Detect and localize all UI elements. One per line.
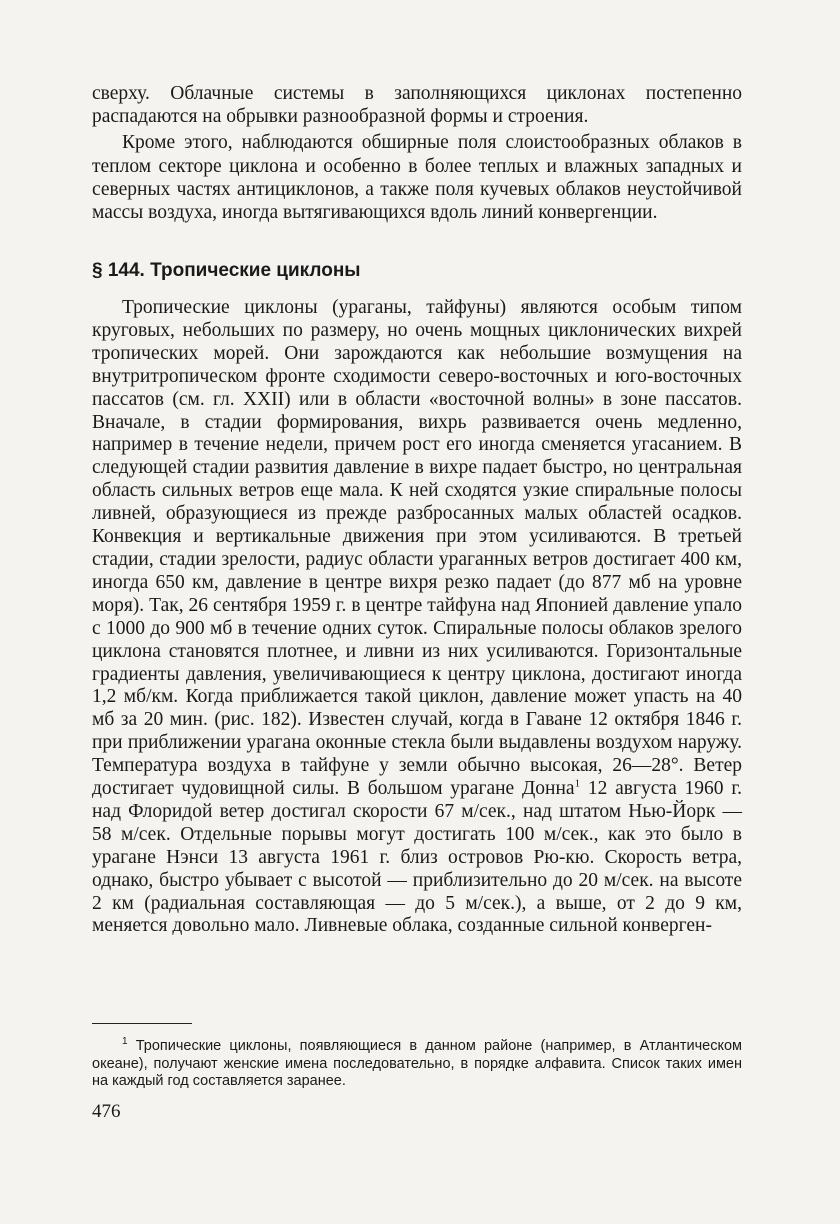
footnote xyxy=(92,1038,742,1091)
tropical-cyclones-paragraph xyxy=(92,297,742,938)
footnote-mark: 1 xyxy=(122,1036,128,1048)
footnote-text: Тропические циклоны, появляющиеся в данном районе (например, в Атлантическом океане), получают женские имена последовательно, в порядке алфавита. Список таких имен на каждый год составляется заранее. xyxy=(92,1038,742,1089)
stratiform-clouds-paragraph: Кроме этого, наблюдаются обширные поля слоистообразных облаков в теплом секторе циклона и особенно в более теплых и влажных западных и северных частях антициклонов, а также поля кучевых облаков неустойчивой массы воздуха, иногда вытягивающихся вдоль линий конвергенции. xyxy=(92,132,742,224)
section-heading: § 144. Тропические циклоны xyxy=(92,260,361,281)
paragraph-text-part-1: Тропические циклоны (ураганы, тайфуны) являются особым типом круговых, небольших по размеру, но очень мощных циклонических вихрей тропических морей. Они зарождаются как небольшие возмущения на внутритропическом фронте сходимости северо-восточных и юго-восточных пассатов (см. гл. XXII) или в области «восточной волны» в зоне пассатов. Вначале, в стадии формирования, вихрь развивается очень медленно, например в течение недели, причем рост его иногда сменяется угасанием. В следующей стадии развития давление в вихре падает быстро, но центральная область сильных ветров еще мала. К ней сходятся узкие спиральные полосы ливней, образующиеся из прежде разбросанных малых областей осадков. Конвекция и вертикальные движения при этом усиливаются. В третьей стадии, стадии зрелости, радиус области ураганных ветров достигает 400 км, иногда 650 км, давление в центре вихря резко падает (до 877 мб на уровне моря). Так, 26 сентября 1959 г. в центре тайфуна над Японией давление упало с 1000 до 900 мб в течение одних суток. Спиральные полосы облаков зрелого циклона становятся плотнее, и ливни из них усиливаются. Горизонтальные градиенты давления, увеличивающиеся к центру циклона, достигают иногда 1,2 мб/км. Когда приближается такой циклон, давление может упасть на 40 мб за 20 мин. (рис. 182). Известен случай, когда в Гаване 12 октября 1846 г. при приближении урагана оконные стекла были выдавлены воздухом наружу. Температура воздуха в тайфуне у земли обычно высокая, 26—28°. Ветер достигает чудовищной силы. В большом урагане Донна xyxy=(92,297,742,800)
paragraph-text-part-2: 12 августа 1960 г. над Флоридой ветер достигал скорости 67 м/сек., над штатом Нью-Йорк — 58 м/сек. Отдельные порывы могут достигать 100 м/сек., как это было в урагане Нэнси 13 августа 1961 г. близ островов Рю-кю. Скорость ветра, однако, быстро убывает с высотой — приблизительно до 20 м/сек. на высоте 2 км (радиальная составляющая — до 5 м/сек.), а выше, от 2 до 9 км, меняется довольно мало. Ливневые облака, созданные сильной конверген- xyxy=(92,778,742,937)
continuation-paragraph: сверху. Облачные системы в заполняющихся циклонах постепенно распадаются на обрывки разнообразной формы и строения. xyxy=(92,83,742,128)
footnote-reference[interactable]: 1 xyxy=(574,777,581,790)
footnote-divider xyxy=(92,1023,192,1024)
intro-block xyxy=(92,82,742,224)
page-number: 476 xyxy=(92,1101,121,1122)
main-text-block xyxy=(92,297,742,938)
